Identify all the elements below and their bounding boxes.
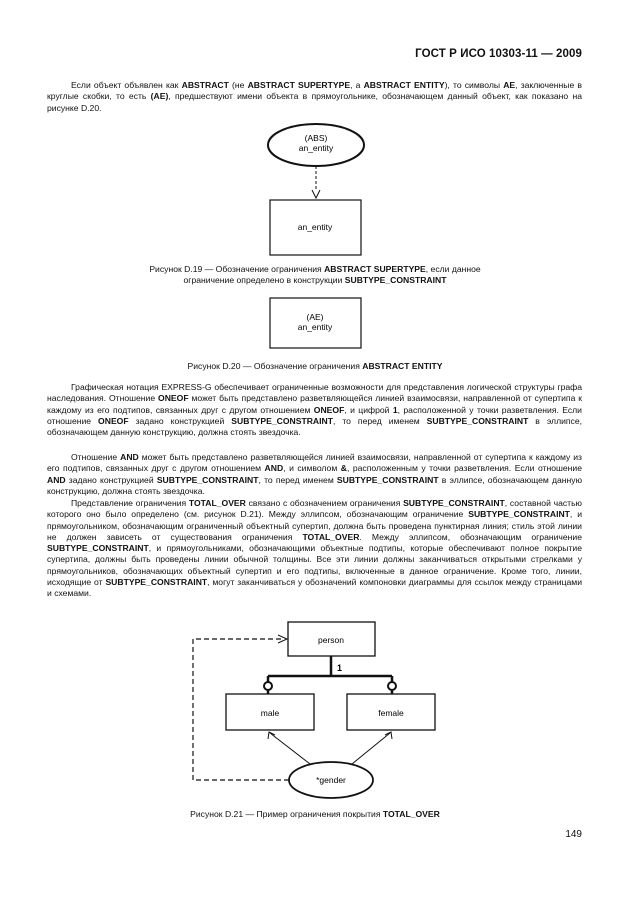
figure-d20-caption: Рисунок D.20 — Обозначение ограничения ABSTRACT ENTITY xyxy=(187,361,443,371)
box-line-2: an_entity xyxy=(297,322,333,332)
open-arrowhead xyxy=(312,190,320,198)
subtype-right-label: female xyxy=(378,708,404,718)
line-to-female xyxy=(352,733,390,764)
figure-d19 xyxy=(0,120,630,270)
branch-number: 1 xyxy=(337,663,343,673)
subtype-left-label: male xyxy=(260,708,280,718)
line-to-male xyxy=(270,733,310,764)
figure-d21-caption: Рисунок D.21 — Пример ограничения покрытия TOTAL_OVER xyxy=(190,809,440,819)
figure-d20 xyxy=(0,295,630,355)
page-number: 149 xyxy=(565,829,582,840)
figure-d19-caption: Рисунок D.19 — Обозначение ограничения ABSTRACT SUPERTYPE, если данное ограничение определено в конструкции SUBTYPE_CONSTRAINT xyxy=(149,264,481,286)
entity-box-label: an_entity xyxy=(297,222,333,232)
arrow-female xyxy=(385,732,392,739)
document-header: ГОСТ Р ИСО 10303-11 — 2009 xyxy=(415,48,582,60)
paragraph-total-over: Представление ограничения TOTAL_OVER связано с обозначением ограничения SUBTYPE_CONSTRAINT, составной частью которого оно было определено (см. рисунок D.21). Между эллипсом, обозначающим ограничение SUBTYPE_CONSTRAINT, и прямоугольником, обозначающим ограниченный объектный супертип, должна быть проведена пунктирная линия; стиль этой линии не должен зависеть от существования ограничения TOTAL_OVER. Между эллипсом, обозначающим ограничение SUBTYPE_CONSTRAINT, и прямоугольниками, обозначающими объектные подтипы, которые обеспечивают полное покрытие супертипа, должны быть проведены линии обычной толщины. Все эти линии должны заканчиваться открытыми стрелками у прямоугольников, обозначающих объектный супертип и его подтипы, включенные в данное ограничение. Кроме того, линии, исходящие от SUBTYPE_CONSTRAINT, могут заканчиваться у обозначений компоновки диаграммы для ссылок между страницами и схемами. xyxy=(47,498,583,599)
supertype-label: person xyxy=(318,635,344,645)
subtype-left-circle xyxy=(264,682,272,690)
figure-d21 xyxy=(0,618,630,803)
ellipse-line-2: an_entity xyxy=(298,143,334,153)
paragraph-oneof: Графическая нотация EXPRESS-G обеспечивает ограниченные возможности для представления логической структуры графа наследования. Отношение ONEOF может быть представлено разветвляющейся линией взаимосвязи, направленной от супертипа к каждому из его подтипов, связанных друг с другом отношением ONEOF, и цифрой 1, расположенной у точки разветвления. Если отношение ONEOF задано конструкцией SUBTYPE_CONSTRAINT, то перед именем SUBTYPE_CONSTRAINT в эллипсе, обозначающем данную конструкцию, должна стоять звездочка. xyxy=(47,382,583,438)
subtype-right-circle xyxy=(388,682,396,690)
constraint-label: *gender xyxy=(316,775,346,785)
intro-paragraph: Если объект объявлен как ABSTRACT (не ABSTRACT SUPERTYPE, а ABSTRACT ENTITY), то символы AE, заключенные в круглые скобки, то есть (AE), предшествуют имени объекта в прямоугольнике, обозначающем данный объект, как показано на рисунке D.20. xyxy=(47,80,583,113)
paragraph-and: Отношение AND может быть представлено разветвляющейся линией взаимосвязи, направленной от супертипа к каждому из его подтипов, связанных друг с другом отношением AND, и символом &, расположенным у точки разветвления. Если отношение AND задано конструкцией SUBTYPE_CONSTRAINT, то перед именем SUBTYPE_CONSTRAINT в эллипсе, обозначающем данную конструкцию, должна стоять звездочка. xyxy=(47,452,583,496)
ellipse-line-1: (ABS) xyxy=(304,133,328,143)
box-line-1: (AE) xyxy=(306,312,324,322)
